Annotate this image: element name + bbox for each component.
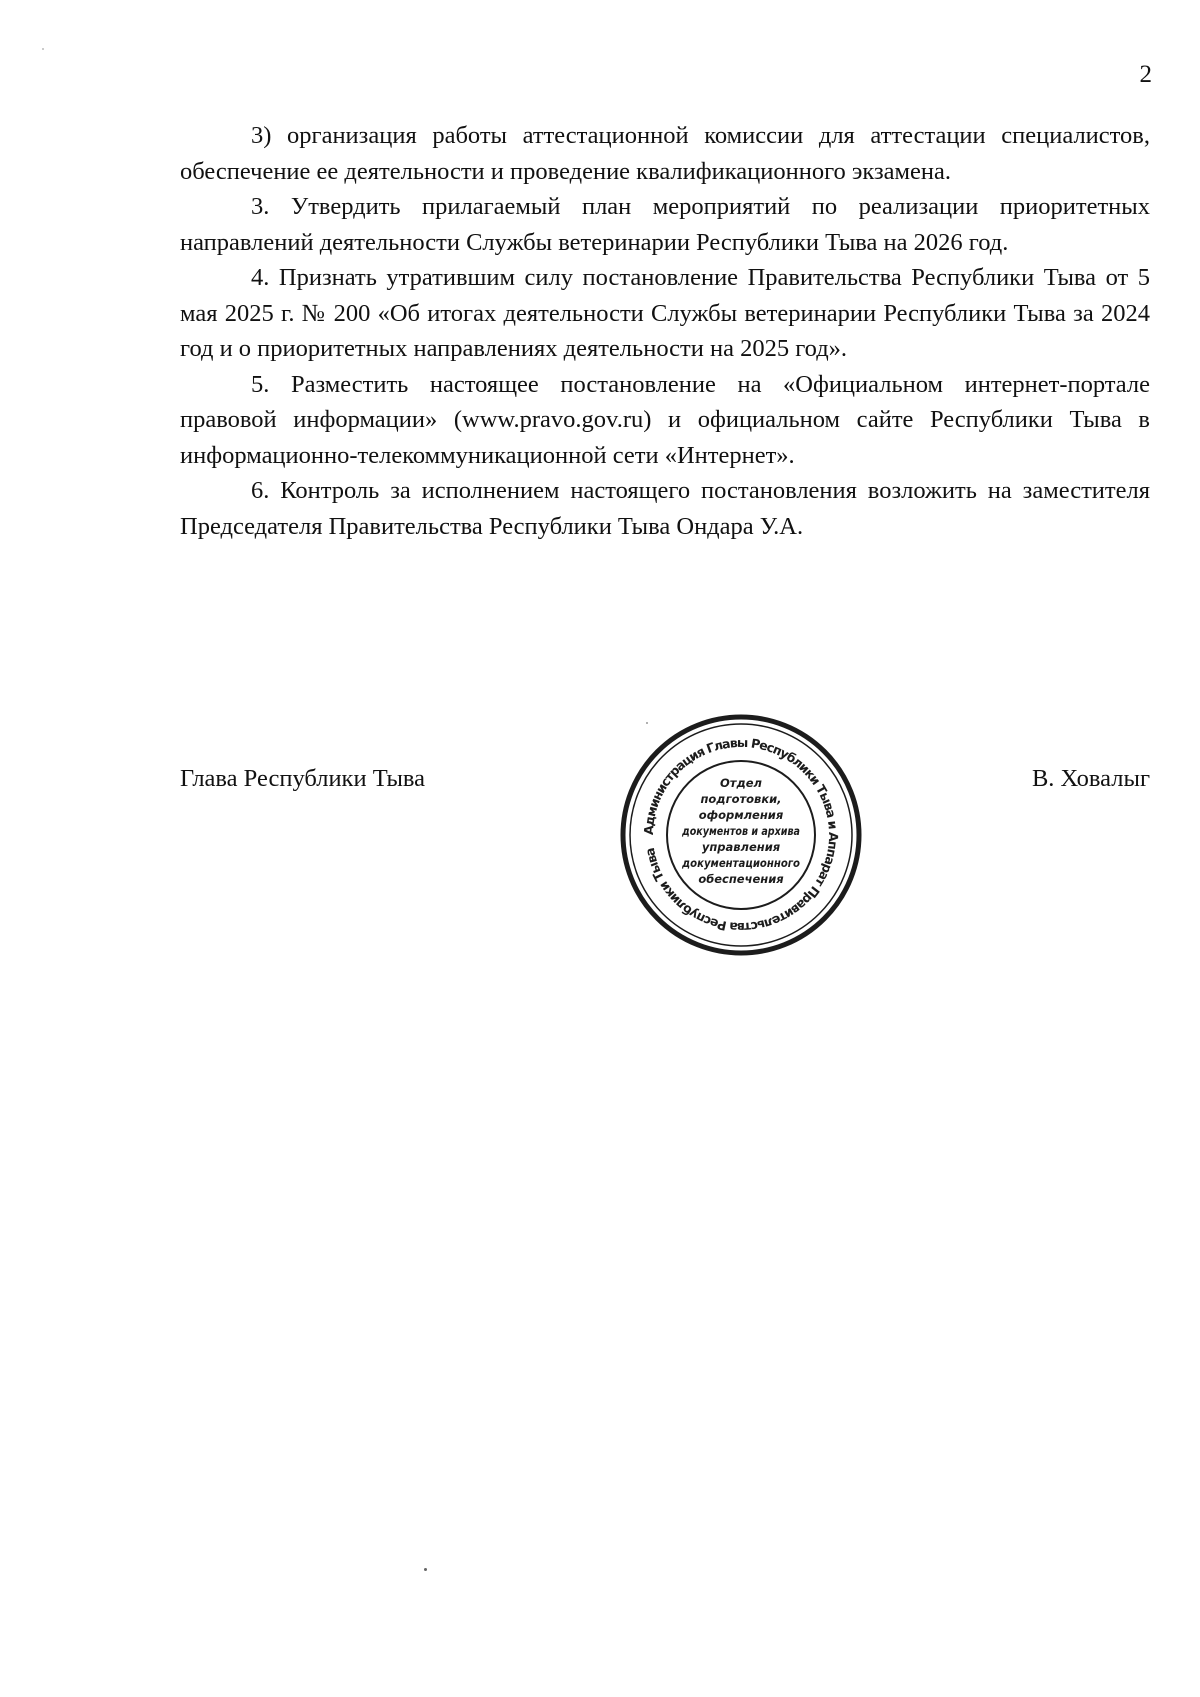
signatory-name: В. Ховалыг <box>1031 765 1150 792</box>
paragraph-control: 6. Контроль за исполнением настоящего постановления возложить на заместителя Председателя Правительства Республики Тыва Ондара У.А. <box>180 477 1150 540</box>
scan-speck <box>646 722 648 724</box>
paragraph-approve-plan: 3. Утвердить прилагаемый план мероприятий по реализации приоритетных направлений деятельности Службы ветеринарии Республики Тыва на 2026 год. <box>180 193 1150 256</box>
stamp-center-line: подготовки, <box>700 792 782 806</box>
scan-speck <box>42 48 44 50</box>
official-stamp <box>617 711 865 959</box>
stamp-center-line: Отдел <box>720 776 762 790</box>
stamp-ring-text: Администрация Главы Республики Тыва и Аппарат Правительства Республики Тыва <box>640 734 842 936</box>
stamp-center-line: документационного <box>681 856 801 870</box>
stamp-center-line: управления <box>701 840 781 854</box>
stamp-center-line: оформления <box>698 808 784 822</box>
stamp-center-line: документов и архива <box>681 824 801 838</box>
signatory-position: Глава Республики Тыва <box>180 765 426 792</box>
scan-speck <box>424 1568 427 1571</box>
stamp-seal-icon <box>617 711 865 959</box>
paragraph-publish: 5. Разместить настоящее постановление на «Официальном интернет-портале правовой информации» (www.pravo.gov.ru) и официальном сайте Республики Тыва в информационно-телекоммуникационной сети «Интернет». <box>180 370 1150 469</box>
resolution-body <box>180 118 1150 544</box>
page-number: 2 <box>1139 61 1152 88</box>
paragraph-repeal: 4. Признать утратившим силу постановление Правительства Республики Тыва от 5 мая 2025 г. № 200 «Об итогах деятельности Службы ветеринарии Республики Тыва за 2024 год и о приоритетных направлениях деятельности на 2025 год». <box>180 264 1150 362</box>
stamp-center-line: обеспечения <box>698 872 784 886</box>
paragraph-commission: 3) организация работы аттестационной комиссии для аттестации специалистов, обеспечение ее деятельности и проведение квалификационного экзамена. <box>180 122 1150 185</box>
